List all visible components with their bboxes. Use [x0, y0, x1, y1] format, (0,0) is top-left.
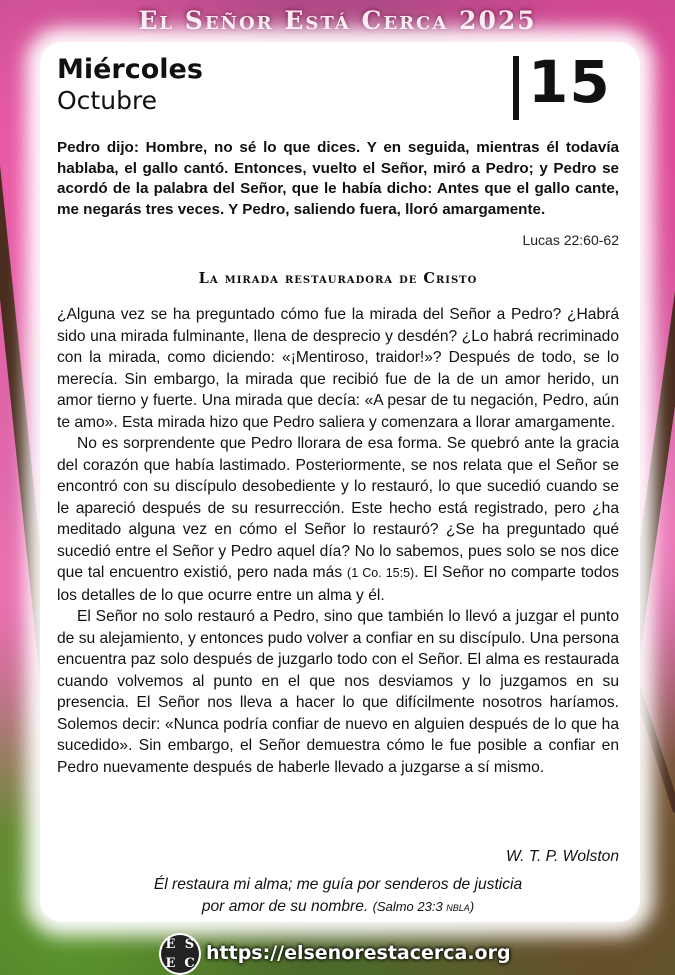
verse-reference: Lucas 22:60-62	[522, 232, 619, 248]
closing-reference-b: )	[469, 899, 475, 914]
esec-logo-icon	[161, 935, 199, 973]
paragraph-3: El Señor no solo restauró a Pedro, sino que también lo llevó a juzgar el punto de su alejamiento, y entonces pudo volver a confiar en su discípulo. Una persona encuentra paz solo después de juzgarlo todo con el Señor. El alma es restaurada cuando volvemos al punto en el que nos desviamos y lo juzgamos en su presencia. El Señor nos lleva a hacer lo que difícilmente nosotros haríamos. Solemos decir: «Nunca podría confiar de nuevo en alguien después de lo que ha sucedido». Sin embargo, el Señor demuestra cómo le fue posible a confiar en Pedro nuevamente después de haberle llevado a juzgarse a sí mismo.	[57, 608, 619, 776]
paragraph-2-text-b: . El Señor no comparte todos los detalles de lo que ocurre entre un alma y él.	[57, 564, 619, 604]
closing-line-1: Él restaura mi alma; me guía por senderos de justicia	[153, 876, 523, 893]
paragraph-2	[57, 433, 619, 606]
scripture-verse: Pedro dijo: Hombre, no sé lo que dices. Y en seguida, mientras él todavía hablaba, el gallo cantó. Entonces, vuelto el Señor, miró a Pedro; y Pedro se acordó de la palabra del Señor, que le había dicho: Antes que el gallo cante, me negarás tres veces. Y Pedro, saliendo fuera, lloró amargamente.	[57, 139, 619, 218]
website-link[interactable]: https://elsenorestacerca.org	[206, 942, 511, 964]
logo-letter-2: S	[184, 937, 195, 952]
closing-line-2	[57, 896, 619, 918]
bible-reference: (1 Co. 15:5)	[347, 566, 415, 580]
month-label: Octubre	[57, 86, 158, 115]
closing-reference-version: nbla	[446, 899, 470, 914]
logo-letter-1: E	[165, 937, 176, 952]
paragraph-1: ¿Alguna vez se ha preguntado cómo fue la mirada del Señor a Pedro? ¿Habrá sido una mirada fulminante, llena de desprecio y desdén? ¿Lo habrá recriminado con la mirada, como diciendo: «¡Mentiroso, traidor!»? Después de todo, se lo merecía. Sin embargo, la mirada que recibió fue de la de un amor herido, un amor tierno y fuerte. Una mirada que decía: «A pesar de tu negación, Pedro, aún te amo». Esta mirada hizo que Pedro saliera y comenzara a llorar amargamente.	[57, 306, 619, 431]
closing-reference-a: (Salmo 23:3	[372, 899, 447, 914]
section-title: La mirada restauradora de Cristo	[198, 270, 478, 287]
publication-title: El Señor Está Cerca 2025	[138, 6, 537, 35]
date-divider	[513, 56, 519, 120]
logo-letter-4: C	[184, 956, 195, 971]
day-number: 15	[528, 48, 611, 116]
closing-verse	[57, 874, 619, 918]
paragraph-2-text-a: No es sorprendente que Pedro llorara de esa forma. Se quebró ante la gracia del corazón que había lastimado. Posteriormente, se nos relata que el Señor se encontró con su discípulo desobediente y lo restauró, lo que sucedió cuando se le apareció después de su resurrección. Este hecho está registrado, pero ¿ha meditado alguna vez en cómo el Señor lo restauró? ¿Se ha preguntado qué sucedió entre el Señor y Pedro aquel día? No lo sabemos, pues solo se nos dice que tal encuentro existió, pero nada más	[57, 435, 619, 581]
logo-letter-3: E	[165, 956, 176, 971]
closing-line-2-text: por amor de su nombre.	[201, 898, 369, 915]
closing-reference	[373, 899, 475, 914]
devotional-body	[57, 304, 619, 778]
weekday-label: Miércoles	[57, 54, 203, 85]
author-name: W. T. P. Wolston	[506, 848, 619, 865]
